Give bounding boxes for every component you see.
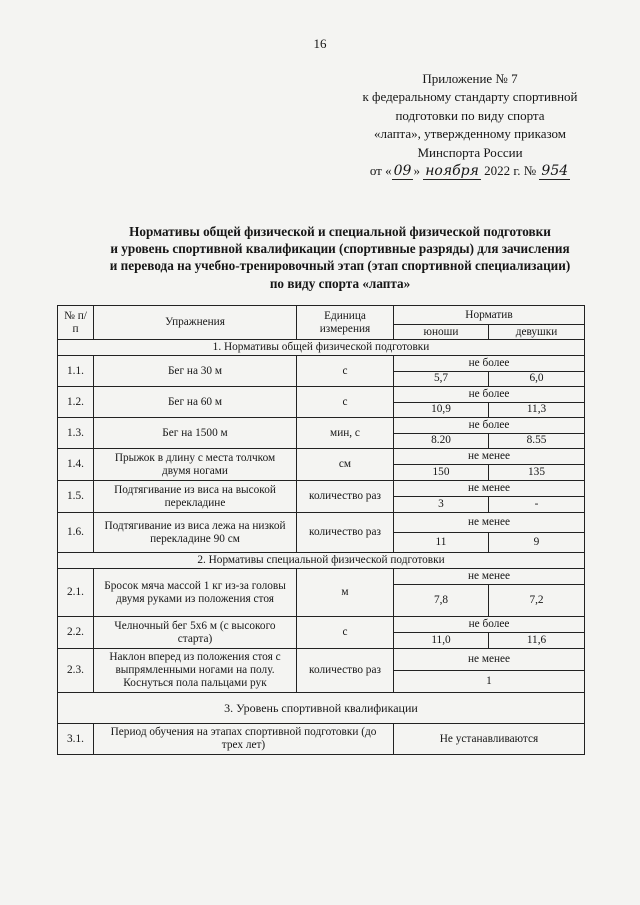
order-year: 2022 г. № — [484, 163, 537, 179]
row-value-both: 1 — [394, 671, 585, 693]
row-qualification-value: Не устанавливаются — [394, 724, 585, 755]
row-unit: мин, с — [297, 418, 394, 449]
row-num: 1.1. — [58, 356, 94, 387]
appendix-line: к федеральному стандарту спортивной — [362, 89, 578, 105]
row-condition: не менее — [394, 449, 585, 465]
order-month: ноября — [425, 163, 479, 180]
row-value-boys: 11 — [394, 533, 489, 553]
title-line: и уровень спортивной квалификации (спортивные разряды) для зачисления — [110, 241, 570, 257]
table-row — [58, 513, 585, 533]
appendix-header — [330, 70, 610, 180]
row-unit: количество раз — [297, 481, 394, 513]
table-row — [58, 649, 585, 671]
table-row — [58, 481, 585, 497]
appendix-line: Минспорта России — [417, 144, 523, 160]
title-line: и перевода на учебно-тренировочный этап (этап спортивной специализации) — [109, 258, 571, 274]
row-value-girls: 11,3 — [489, 402, 585, 418]
row-value-boys: 8.20 — [394, 433, 489, 449]
row-unit: м — [297, 569, 394, 617]
title-line: по виду спорта «лапта» — [269, 275, 411, 291]
row-value-girls: 11,6 — [489, 633, 585, 649]
section-special: 2. Нормативы специальной физической подготовки — [58, 553, 585, 569]
header-num: № п/п — [58, 306, 94, 340]
row-exercise: Подтягивание из виса на высокой перекладине — [94, 481, 297, 513]
row-exercise: Прыжок в длину с места толчком двумя ногами — [94, 449, 297, 481]
row-value-girls: 9 — [489, 533, 585, 553]
row-unit: с — [297, 356, 394, 387]
date-mid: » — [413, 163, 420, 179]
row-unit: количество раз — [297, 513, 394, 553]
appendix-line: «лапта», утвержденному приказом — [373, 126, 567, 142]
table-row — [58, 724, 585, 755]
row-num: 3.1. — [58, 724, 94, 755]
section-qualification: 3. Уровень спортивной квалификации — [58, 693, 585, 724]
row-condition: не более — [394, 418, 585, 434]
row-unit: количество раз — [297, 649, 394, 693]
header-boys: юноши — [394, 325, 489, 340]
order-date-line — [330, 162, 610, 180]
row-condition: не менее — [394, 569, 585, 585]
appendix-title: Приложение № 7 — [422, 71, 518, 86]
row-value-boys: 11,0 — [394, 633, 489, 649]
row-exercise: Бросок мяча массой 1 кг из-за головы двумя руками из положения стоя — [94, 569, 297, 617]
date-prefix: от « — [369, 163, 392, 179]
row-exercise: Бег на 1500 м — [94, 418, 297, 449]
table-row — [58, 449, 585, 465]
row-condition: не более — [394, 617, 585, 633]
row-num: 1.4. — [58, 449, 94, 481]
row-condition: не менее — [394, 481, 585, 497]
header-norm: Норматив — [394, 306, 585, 325]
document-title — [40, 223, 640, 292]
row-exercise: Челночный бег 5х6 м (с высокого старта) — [94, 617, 297, 649]
order-number: 954 — [541, 163, 569, 180]
row-num: 2.2. — [58, 617, 94, 649]
row-condition: не более — [394, 356, 585, 372]
row-exercise: Период обучения на этапах спортивной подготовки (до трех лет) — [94, 724, 394, 755]
table-row — [58, 356, 585, 372]
row-num: 2.1. — [58, 569, 94, 617]
row-value-girls: 6,0 — [489, 371, 585, 387]
row-condition: не менее — [394, 649, 585, 671]
row-num: 1.6. — [58, 513, 94, 553]
row-value-boys: 10,9 — [394, 402, 489, 418]
row-exercise: Бег на 30 м — [94, 356, 297, 387]
row-num: 1.5. — [58, 481, 94, 513]
row-value-boys: 3 — [394, 497, 489, 513]
row-value-girls: 135 — [489, 465, 585, 481]
row-value-boys: 7,8 — [394, 585, 489, 617]
header-unit: Единица измерения — [297, 306, 394, 340]
row-unit: с — [297, 617, 394, 649]
table-row — [58, 569, 585, 585]
row-exercise: Бег на 60 м — [94, 387, 297, 418]
appendix-line: подготовки по виду спорта — [395, 107, 545, 123]
row-condition: не более — [394, 387, 585, 403]
row-num: 1.2. — [58, 387, 94, 418]
header-exercise: Упражнения — [94, 306, 297, 340]
row-value-girls: 7,2 — [489, 585, 585, 617]
row-num: 1.3. — [58, 418, 94, 449]
row-unit: см — [297, 449, 394, 481]
section-general: 1. Нормативы общей физической подготовки — [58, 340, 585, 356]
row-exercise: Подтягивание из виса лежа на низкой перекладине 90 см — [94, 513, 297, 553]
row-condition: не менее — [394, 513, 585, 533]
row-value-girls: 8.55 — [489, 433, 585, 449]
title-line: Нормативы общей физической и специальной физической подготовки — [129, 224, 551, 239]
table-row — [58, 418, 585, 434]
table-row — [58, 617, 585, 633]
table-row — [58, 387, 585, 403]
page-number: 16 — [313, 36, 327, 51]
table-header-row — [58, 306, 585, 325]
row-num: 2.3. — [58, 649, 94, 693]
standards-table — [57, 305, 585, 755]
row-unit: с — [297, 387, 394, 418]
order-day: 09 — [393, 163, 412, 180]
header-girls: девушки — [489, 325, 585, 340]
row-value-boys: 5,7 — [394, 371, 489, 387]
row-value-boys: 150 — [394, 465, 489, 481]
row-exercise: Наклон вперед из положения стоя с выпрямленными ногами на полу. Коснуться пола пальцами рук — [94, 649, 297, 693]
row-value-girls: - — [489, 497, 585, 513]
